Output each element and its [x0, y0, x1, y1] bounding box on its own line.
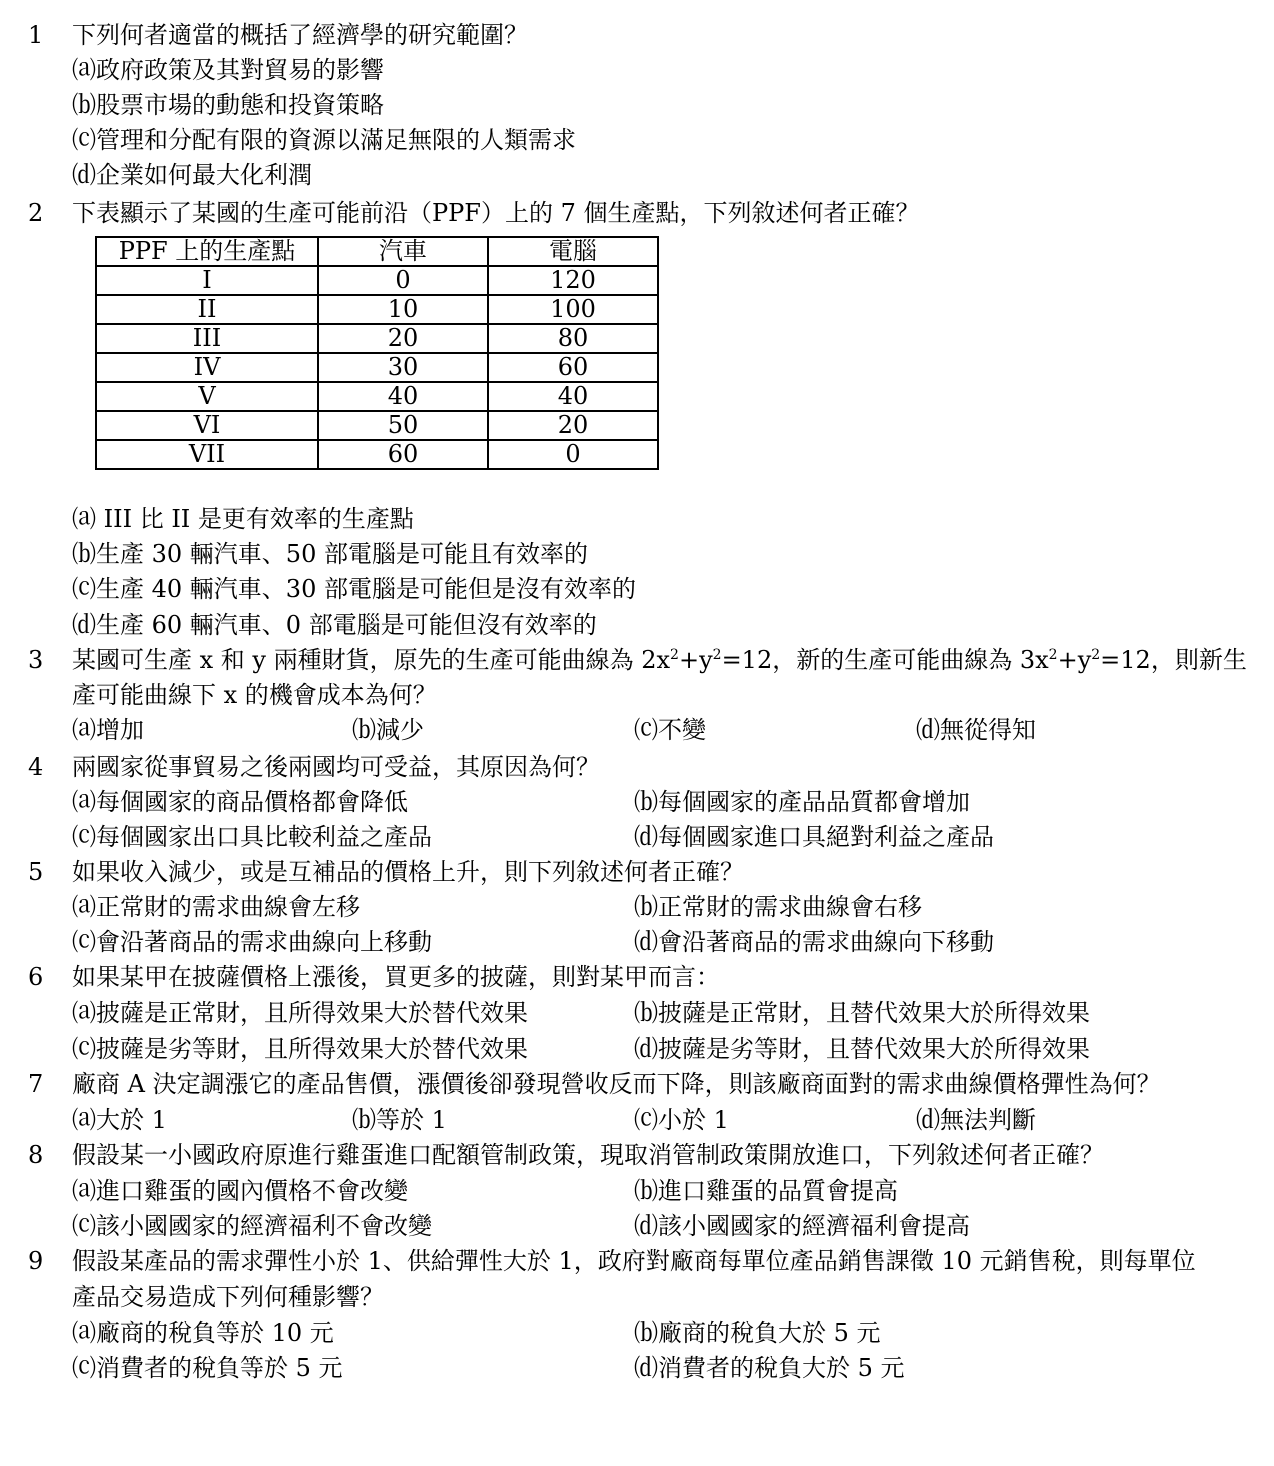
question-text: 假設某產品的需求彈性小於 1、供給彈性大於 1，政府對廠商每單位產品銷售課徵 10 元銷售稅，則每單位: [72, 1247, 1196, 1275]
option-a: ⒜政府政策及其對貿易的影響: [72, 56, 384, 84]
question-number: 8: [28, 1141, 44, 1169]
option-d: ⒟會沿著商品的需求曲線向下移動: [634, 928, 994, 956]
option-b: ⒝進口雞蛋的品質會提高: [634, 1177, 898, 1205]
superscript: 2: [1048, 647, 1058, 663]
ppf-table: [95, 236, 659, 470]
question-text: 兩國家從事貿易之後兩國均可受益，其原因為何？: [72, 753, 600, 781]
option-b: ⒝披薩是正常財，且替代效果大於所得效果: [634, 999, 1090, 1027]
option-a: ⒜增加: [72, 716, 144, 744]
option-c: ⒞小於 1: [634, 1106, 729, 1134]
option-d: ⒟生產 60 輛汽車、0 部電腦是可能但沒有效率的: [72, 611, 597, 639]
option-b: ⒝廠商的稅負大於 5 元: [634, 1319, 881, 1347]
table-row: [96, 324, 658, 353]
question-text: 如果收入減少，或是互補品的價格上升，則下列敘述何者正確？: [72, 858, 744, 886]
option-c: ⒞管理和分配有限的資源以滿足無限的人類需求: [72, 126, 576, 154]
table-cell: 0: [488, 440, 658, 469]
option-b: ⒝減少: [352, 716, 424, 744]
option-c: ⒞不變: [634, 716, 706, 744]
question-number: 9: [28, 1247, 44, 1275]
table-row: [96, 382, 658, 411]
option-a: ⒜廠商的稅負等於 10 元: [72, 1319, 334, 1347]
question-number: 4: [28, 753, 44, 781]
table-cell: I: [96, 266, 318, 295]
table-cell: 40: [488, 382, 658, 411]
option-a: ⒜大於 1: [72, 1106, 167, 1134]
table-cell: 40: [318, 382, 488, 411]
question-text-continued: 產品交易造成下列何種影響？: [72, 1283, 384, 1311]
option-d: ⒟無從得知: [916, 716, 1036, 744]
table-cell: 10: [318, 295, 488, 324]
option-d: ⒟披薩是劣等財，且替代效果大於所得效果: [634, 1035, 1090, 1063]
option-a: ⒜每個國家的商品價格都會降低: [72, 788, 408, 816]
option-a: ⒜披薩是正常財，且所得效果大於替代效果: [72, 999, 528, 1027]
option-a: ⒜正常財的需求曲線會左移: [72, 893, 360, 921]
question-text-continued: 產可能曲線下 x 的機會成本為何？: [72, 681, 437, 709]
option-b: ⒝股票市場的動態和投資策略: [72, 91, 384, 119]
table-row: [96, 295, 658, 324]
table-cell: 50: [318, 411, 488, 440]
option-d: ⒟消費者的稅負大於 5 元: [634, 1354, 905, 1382]
option-b: ⒝每個國家的產品品質都會增加: [634, 788, 970, 816]
table-cell: 30: [318, 353, 488, 382]
table-cell: IV: [96, 353, 318, 382]
table-cell: V: [96, 382, 318, 411]
table-cell: 60: [318, 440, 488, 469]
table-cell: III: [96, 324, 318, 353]
table-cell: 120: [488, 266, 658, 295]
option-b: ⒝生產 30 輛汽車、50 部電腦是可能且有效率的: [72, 540, 588, 568]
question-number: 3: [28, 646, 44, 674]
question-text: 下表顯示了某國的生產可能前沿（PPF）上的 7 個生產點，下列敘述何者正確？: [72, 199, 920, 227]
superscript: 2: [1091, 647, 1101, 663]
table-row: [96, 411, 658, 440]
table-cell: 100: [488, 295, 658, 324]
option-c: ⒞披薩是劣等財，且所得效果大於替代效果: [72, 1035, 528, 1063]
option-c: ⒞該小國國家的經濟福利不會改變: [72, 1212, 432, 1240]
table-row: [96, 266, 658, 295]
option-b: ⒝正常財的需求曲線會右移: [634, 893, 922, 921]
question-number: 5: [28, 858, 44, 886]
option-a: ⒜進口雞蛋的國內價格不會改變: [72, 1177, 408, 1205]
option-d: ⒟企業如何最大化利潤: [72, 161, 312, 189]
table-row: [96, 353, 658, 382]
question-text: 假設某一小國政府原進行雞蛋進口配額管制政策，現取消管制政策開放進口，下列敘述何者正確？: [72, 1141, 1104, 1169]
table-cell: II: [96, 295, 318, 324]
option-d: ⒟每個國家進口具絕對利益之產品: [634, 823, 994, 851]
question-number: 1: [28, 21, 44, 49]
table-header: PPF 上的生產點: [96, 237, 318, 266]
superscript: 2: [712, 647, 722, 663]
option-b: ⒝等於 1: [352, 1106, 447, 1134]
option-a: ⒜ III 比 II 是更有效率的生產點: [72, 505, 414, 533]
option-d: ⒟無法判斷: [916, 1106, 1036, 1134]
question-text: 廠商 A 決定調漲它的產品售價，漲價後卻發現營收反而下降，則該廠商面對的需求曲線價格彈性為何？: [72, 1070, 1161, 1098]
table-header: 汽車: [318, 237, 488, 266]
option-c: ⒞消費者的稅負等於 5 元: [72, 1354, 343, 1382]
table-cell: 20: [488, 411, 658, 440]
question-number: 2: [28, 199, 44, 227]
question-number: 7: [28, 1070, 44, 1098]
table-cell: VII: [96, 440, 318, 469]
question-text: 某國可生產 x 和 y 兩種財貨，原先的生產可能曲線為 $2x^2+y^2=12$，新的生產可能曲線為 $3x^2+y^2=12$，則新生: [72, 646, 1247, 674]
table-cell: 60: [488, 353, 658, 382]
table-header: 電腦: [488, 237, 658, 266]
option-c: ⒞生產 40 輛汽車、30 部電腦是可能但是沒有效率的: [72, 575, 636, 603]
superscript: 2: [670, 647, 679, 663]
option-c: ⒞每個國家出口具比較利益之產品: [72, 823, 432, 851]
table-cell: 0: [318, 266, 488, 295]
table-cell: 20: [318, 324, 488, 353]
question-text: 下列何者適當的概括了經濟學的研究範圍？: [72, 21, 528, 49]
table-cell: 80: [488, 324, 658, 353]
option-d: ⒟該小國國家的經濟福利會提高: [634, 1212, 970, 1240]
question-text: 如果某甲在披薩價格上漲後，買更多的披薩，則對某甲而言：: [72, 963, 720, 991]
table-row: [96, 440, 658, 469]
table-cell: VI: [96, 411, 318, 440]
question-number: 6: [28, 963, 44, 991]
option-c: ⒞會沿著商品的需求曲線向上移動: [72, 928, 432, 956]
table-header-row: [96, 237, 658, 266]
